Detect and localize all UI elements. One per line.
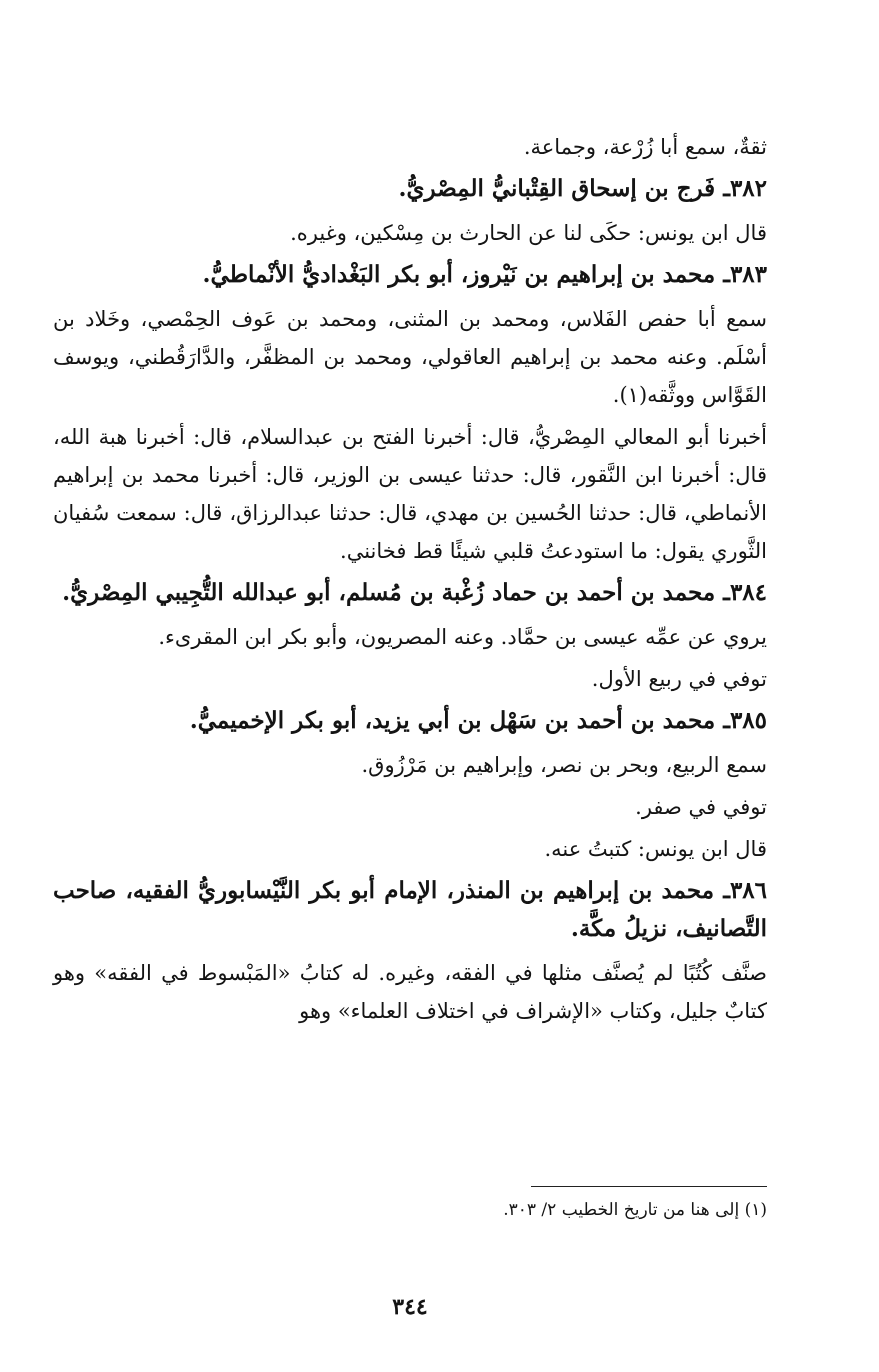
- footnote-divider: [531, 1186, 767, 1187]
- paragraph: سمع الربيع، وبحر بن نصر، وإبراهيم بن مَرْزُوق.: [361, 753, 767, 777]
- main-text: [53, 128, 767, 1030]
- footnote: (١) إلى هنا من تاريخ الخطيب ٢/ ٣٠٣.: [503, 1200, 767, 1220]
- entry-heading: ٣٨٦ـ محمد بن إبراهيم بن المنذر، الإمام أبو بكر النَّيْسابوريُّ الفقيه، صاحب التَّصانيف، نزيلُ مكَّة.: [53, 877, 767, 942]
- paragraph: أخبرنا أبو المعالي المِصْريُّ، قال: أخبرنا الفتح بن عبدالسلام، قال: أخبرنا هبة الله، قال: أخبرنا ابن النَّقور، قال: حدثنا عيسى بن الوزير، قال: أخبرنا محمد بن إبراهيم الأنماطي، قال: حدثنا الحُسين بن مهدي، قال: حدثنا عبدالرزاق، قال: سمعت سُفيان الثَّوري يقول: ما استودعتُ قلبي شيئًا قط فخانني.: [53, 425, 767, 563]
- paragraph: توفي في ربيع الأول.: [591, 667, 767, 691]
- paragraph: قال ابن يونس: حكَى لنا عن الحارث بن مِسْكين، وغيره.: [290, 221, 767, 245]
- paragraph: ثقةٌ، سمع أبا زُرْعة، وجماعة.: [523, 135, 767, 159]
- entry-heading: ٣٨٥ـ محمد بن أحمد بن سَهْل بن أبي يزيد، أبو بكر الإخميميُّ.: [189, 707, 767, 734]
- entry-heading: ٣٨٣ـ محمد بن إبراهيم بن نَيْروز، أبو بكر البَغْداديُّ الأنْماطيُّ.: [202, 261, 767, 288]
- entry-heading: ٣٨٤ـ محمد بن أحمد بن حماد زُغْبة بن مُسلم، أبو عبدالله التُّجِيبي المِصْريُّ.: [62, 579, 767, 606]
- paragraph: يروي عن عمِّه عيسى بن حمَّاد. وعنه المصريون، وأبو بكر ابن المقرىء.: [158, 625, 767, 649]
- page-number: ٣٤٤: [392, 1294, 428, 1320]
- paragraph: قال ابن يونس: كتبتُ عنه.: [544, 837, 767, 861]
- book-page: [53, 128, 767, 1358]
- paragraph: توفي في صفر.: [635, 795, 767, 819]
- entry-heading: ٣٨٢ـ فَرج بن إسحاق القِتْبانيُّ المِصْريُّ.: [398, 175, 767, 202]
- paragraph: سمع أبا حفص الفَلاس، ومحمد بن المثنى، ومحمد بن عَوف الحِمْصي، وخَلاد بن أسْلَم. وعنه محمد بن إبراهيم العاقولي، ومحمد بن المظفَّر، والدَّارَقُطني، ويوسف القَوَّاس ووثَّقه(١).: [53, 307, 767, 407]
- paragraph: صنَّف كُتُبًا لم يُصنَّف مثلها في الفقه، وغيره. له كتابُ «المَبْسوط في الفقه» وهو كتابٌ جليل، وكتاب «الإشراف في اختلاف العلماء» وهو: [53, 961, 767, 1023]
